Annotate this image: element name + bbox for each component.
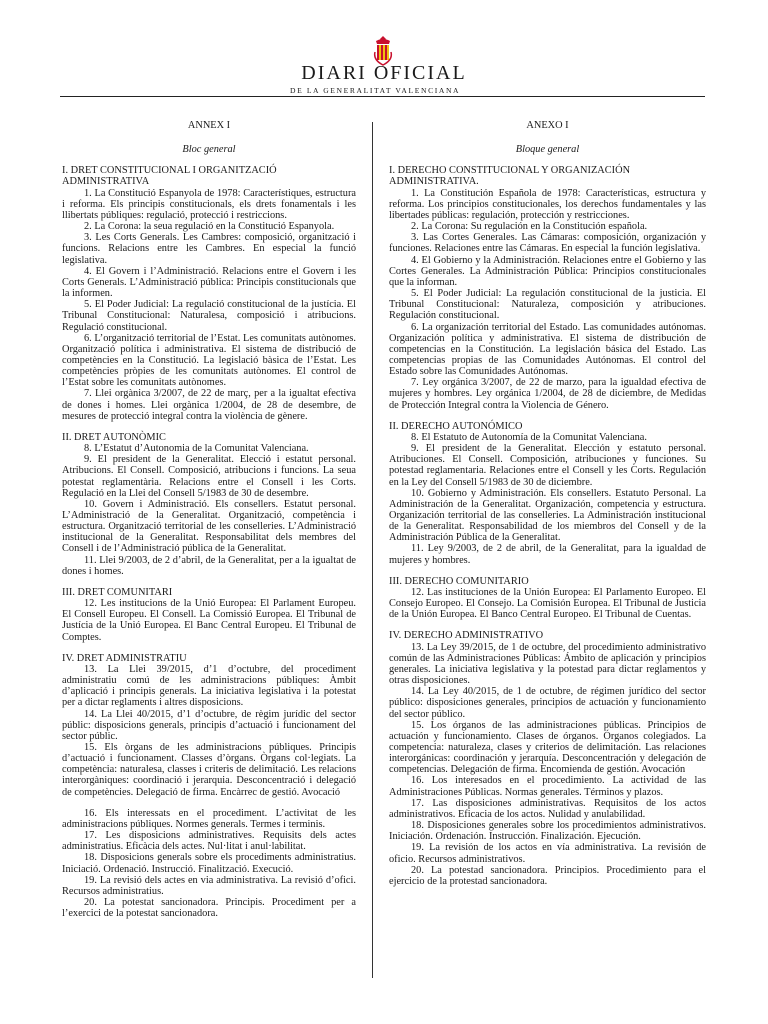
- list-item: 4. El Gobierno y la Administración. Relaciones entre el Gobierno y las Cortes Generales. La Administración Pública: Principios constitucionales que la informan.: [389, 254, 706, 288]
- list-item: 15. Els òrgans de les administracions públiques. Principis d’actuació i funcionament. Classes d’òrgans. Òrgans col·legiats. La competència: naturalesa, classes i criteris de delimitació. Les relacions interorgàniques: coordinació i jerarquia. Desconcentració i delegació de competències. Delegació de firma. Encàrrec de gestió. Avocació: [62, 741, 356, 798]
- section-heading: I. DERECHO CONSTITUCIONAL Y ORGANIZACIÓN ADMINISTRATIVA.: [389, 165, 631, 188]
- list-item: 12. Les institucions de la Unió Europea: El Parlament Europeu. El Consell Europeu. El Consell. La Comissió Europea. El Tribunal de Justícia de la Unió Europea. El Banc Central Europeu. El Tribunal de Comptes.: [62, 598, 356, 643]
- left-column: [62, 120, 356, 919]
- list-item: 15. Los órganos de las administraciones públicas. Principios de actuación y funcionamiento. Clases de órganos. Órganos colegiados. La competencia: naturaleza, clases y criterios de delimitación. Las relaciones interorgánicas: coordinación y jerarquía. Desconcentración y delegación de competencias. Delegación de firma. Encomienda de gestión. Avocación: [389, 719, 706, 776]
- list-item: 4. El Govern i l’Administració. Relacions entre el Govern i les Corts Generals. L’Administració pública: Principis constitucionals que la informen.: [62, 265, 356, 300]
- header-rule: [60, 96, 705, 97]
- list-item: 1. La Constitución Española de 1978: Características, estructura y reforma. Los principios constitucionales, los derechos fundamentales y las libertades públicas: regulación, protección y restricciones.: [389, 187, 706, 221]
- section: [62, 587, 356, 643]
- list-item: 13. La Llei 39/2015, d’1 d’octubre, del procediment administratiu comú de les administracions públiques: Àmbit d’aplicació i principis generals. La iniciativa legislativa i la potestat per a dictar reglaments i altres disposicions.: [62, 663, 356, 709]
- section-heading: III. DERECHO COMUNITARIO: [389, 575, 529, 587]
- annex-title: ANEXO I: [526, 120, 569, 131]
- column-divider: [372, 122, 373, 978]
- masthead-subtitle: DE LA GENERALITAT VALENCIANA: [290, 86, 461, 95]
- section: [389, 630, 706, 887]
- list-item: 6. L’organització territorial de l’Estat. Les comunitats autònomes. Organització política i administrativa. El sistema de distribució de competències en la Constitució. La legislació bàsica de l’Estat. Les competències pròpies de les comunitats autònomes. El control de l’Estat sobre les comunitats autònomes.: [62, 332, 356, 389]
- list-item: 16. Els interessats en el procediment. L’activitat de les administracions públiques. Normes generals. Termes i terminis.: [62, 807, 356, 830]
- list-item: 8. L’Estatut d’Autonomia de la Comunitat Valenciana.: [84, 443, 309, 455]
- list-item: 8. El Estatuto de Autonomía de la Comunitat Valenciana.: [411, 431, 647, 443]
- section: [389, 165, 706, 410]
- list-item: 10. Govern i Administració. Els consellers. Estatut personal. L’Administració de la Generalitat. Organització, competència i estructura. Organització territorial de les conselleries. L’Administració institucional de la Generalitat. Responsabilitat dels membres del Consell i de l’Administració pública de la Generalitat.: [62, 498, 356, 555]
- list-item: 13. La Ley 39/2015, de 1 de octubre, del procedimiento administrativo común de las Administraciones Públicas: Ámbito de aplicación y principios generales. La iniciativa legislativa y la potestad para dictar reglamentos y otras disposiciones.: [389, 641, 706, 687]
- section-heading: IV. DERECHO ADMINISTRATIVO: [389, 630, 544, 642]
- list-item: 9. El president de la Generalitat. Elecció i estatut personal. Atribucions. El Consell. Composició, atribucions i funcions. La seua potestat reglamentària. Relacions entre el Consell i les Corts. Regulació en la Llei del Consell 5/1983 de 30 de desembre.: [62, 454, 356, 499]
- list-item: 19. La revisió dels actes en via administrativa. La revisió d’ofici. Recursos administratius.: [62, 874, 356, 897]
- list-item: 6. La organización territorial del Estado. Las comunidades autónomas. Organización política y administrativa. El sistema de distribución de competencias en la Constitución. La legislación básica del Estado. Las competencias propias de las Comunidades Autónomas. El control del Estado sobre las Comunidades Autónomas.: [389, 321, 706, 378]
- section: [62, 165, 356, 422]
- list-item: 18. Disposiciones generales sobre los procedimientos administrativos. Iniciación. Ordenación. Instrucción. Finalización. Ejecución.: [389, 820, 706, 843]
- list-item: 20. La potestad sancionadora. Principios. Procedimiento para el ejercicio de la protestad sancionadora.: [389, 864, 706, 887]
- section: [62, 432, 356, 577]
- list-item: 5. El Poder Judicial: La regulación constitucional de la justicia. El Tribunal Constitucional: Naturaleza, composición y atribuciones. Regulación constitucional.: [389, 288, 706, 322]
- list-item: 16. Los interesados en el procedimiento. La actividad de las Administraciones Públicas. Normas generales. Términos y plazos.: [389, 775, 706, 798]
- list-item: 2. La Corona: Su regulación en la Constitución española.: [411, 221, 648, 233]
- list-item: 11. Ley 9/2003, de 2 de abril, de la Generalitat, para la igualdad de mujeres y hombres.: [389, 543, 706, 566]
- list-item: 17. Las disposiciones administrativas. Requisitos de los actos administrativos. Eficacia de los actos. Nulidad y anulabilidad.: [389, 797, 706, 820]
- list-item: 18. Disposicions generals sobre els procediments administratius. Iniciació. Ordenació. Instrucció. Finalització. Execució.: [62, 852, 356, 875]
- list-item: 20. La potestat sancionadora. Principis. Procediment per a l’exercici de la potestat sancionadora.: [62, 897, 356, 920]
- list-item: 11. Llei 9/2003, de 2 d’abril, de la Generalitat, per a la igualtat de dones i homes.: [62, 554, 356, 577]
- list-item: 12. Las instituciones de la Unión Europea: El Parlamento Europeo. El Consejo Europeo. El Consejo. La Comisión Europea. El Tribunal de Justicia de la Unión Europea. El Banco Central Europeo. El Tribunal de Cuentas.: [389, 586, 706, 621]
- list-item: 2. La Corona: la seua regulació en la Constitució Espanyola.: [84, 221, 335, 233]
- section: [62, 653, 356, 920]
- list-item: 10. Gobierno y Administración. Els consellers. Estatuto Personal. La Administración de la Generalitat. Organización, competencia y estructura. Organización territorial de las conselleries. La Administración institucional de la Generalitat. Responsabilidad de los miembros del Consell y de la Administración Pública de la Generalitat.: [389, 487, 706, 544]
- list-item: 17. Les disposicions administratives. Requisits dels actes administratius. Eficàcia dels actes. Nul·litat i anul·labilitat.: [62, 830, 356, 853]
- section-heading: II. DERECHO AUTONÓMICO: [389, 420, 523, 432]
- list-item: 3. Les Corts Generals. Les Cambres: composició, organització i funcions. Relacions entre les Cambres. En especial la funció legislativa.: [62, 232, 356, 266]
- list-item: 7. Llei orgànica 3/2007, de 22 de març, per a la igualtat efectiva de dones i homes. Llei orgànica 1/2004, de 28 de desembre, de mesures de protecció integral contra la violència de gènere.: [62, 388, 356, 422]
- section-heading: I. DRET CONSTITUCIONAL I ORGANITZACIÓ ADMINISTRATIVA: [62, 165, 277, 188]
- section: [389, 421, 706, 566]
- list-item: 14. La Llei 40/2015, d’1 d’octubre, de règim jurídic del sector públic: disposicions generals, principis d’actuació i funcionament del sector públic.: [62, 708, 356, 742]
- list-item: 3. Las Cortes Generales. Las Cámaras: composición, organización y funciones. Relaciones entre las Cámaras. En especial la función legislativa.: [389, 232, 706, 255]
- section-heading: II. DRET AUTONÒMIC: [62, 431, 166, 443]
- list-item: 19. La revisión de los actos en vía administrativa. La revisión de oficio. Recursos administrativos.: [389, 842, 706, 865]
- list-item: 14. La Ley 40/2015, de 1 de octubre, de régimen jurídico del sector público: disposiciones generales, principios de actuación y funcionamiento del sector público.: [389, 686, 706, 720]
- annex-title: ANNEX I: [187, 120, 231, 131]
- list-item: 1. La Constitució Espanyola de 1978: Característiques, estructura i reforma. Els principis constitucionals, els drets fonamentals i les llibertats públiques: regulació, protecció i restriccions.: [62, 187, 356, 221]
- section: [389, 576, 706, 621]
- annex-subtitle: Bloque general: [515, 144, 580, 156]
- right-column: [389, 120, 706, 887]
- list-item: 9. El president de la Generalitat. Elección y estatuto personal. Atribuciones. El Consell. Composición, atribuciones y funciones. Su potestad reglamentaria. Relaciones entre el Consell y les Corts. Regulación en la Ley del Consell 5/1983 de 30 de diciembre.: [389, 443, 706, 488]
- annex-subtitle: Bloc general: [182, 144, 236, 156]
- masthead-title: DIARI OFICIAL: [301, 62, 467, 84]
- section-heading: III. DRET COMUNITARI: [62, 586, 173, 598]
- list-item: 7. Ley orgánica 3/2007, de 22 de marzo, para la igualdad efectiva de mujeres y hombres. Ley orgánica 1/2004, de 28 de diciembre, de Medidas de Protección Integral contra la Violencia de Género.: [389, 377, 706, 411]
- section-heading: IV. DRET ADMINISTRATIU: [62, 652, 187, 664]
- list-item: 5. El Poder Judicial: La regulació constitucional de la justícia. El Tribunal Constitucional: Naturalesa, composició i atribucions. Regulació constitucional.: [62, 299, 356, 333]
